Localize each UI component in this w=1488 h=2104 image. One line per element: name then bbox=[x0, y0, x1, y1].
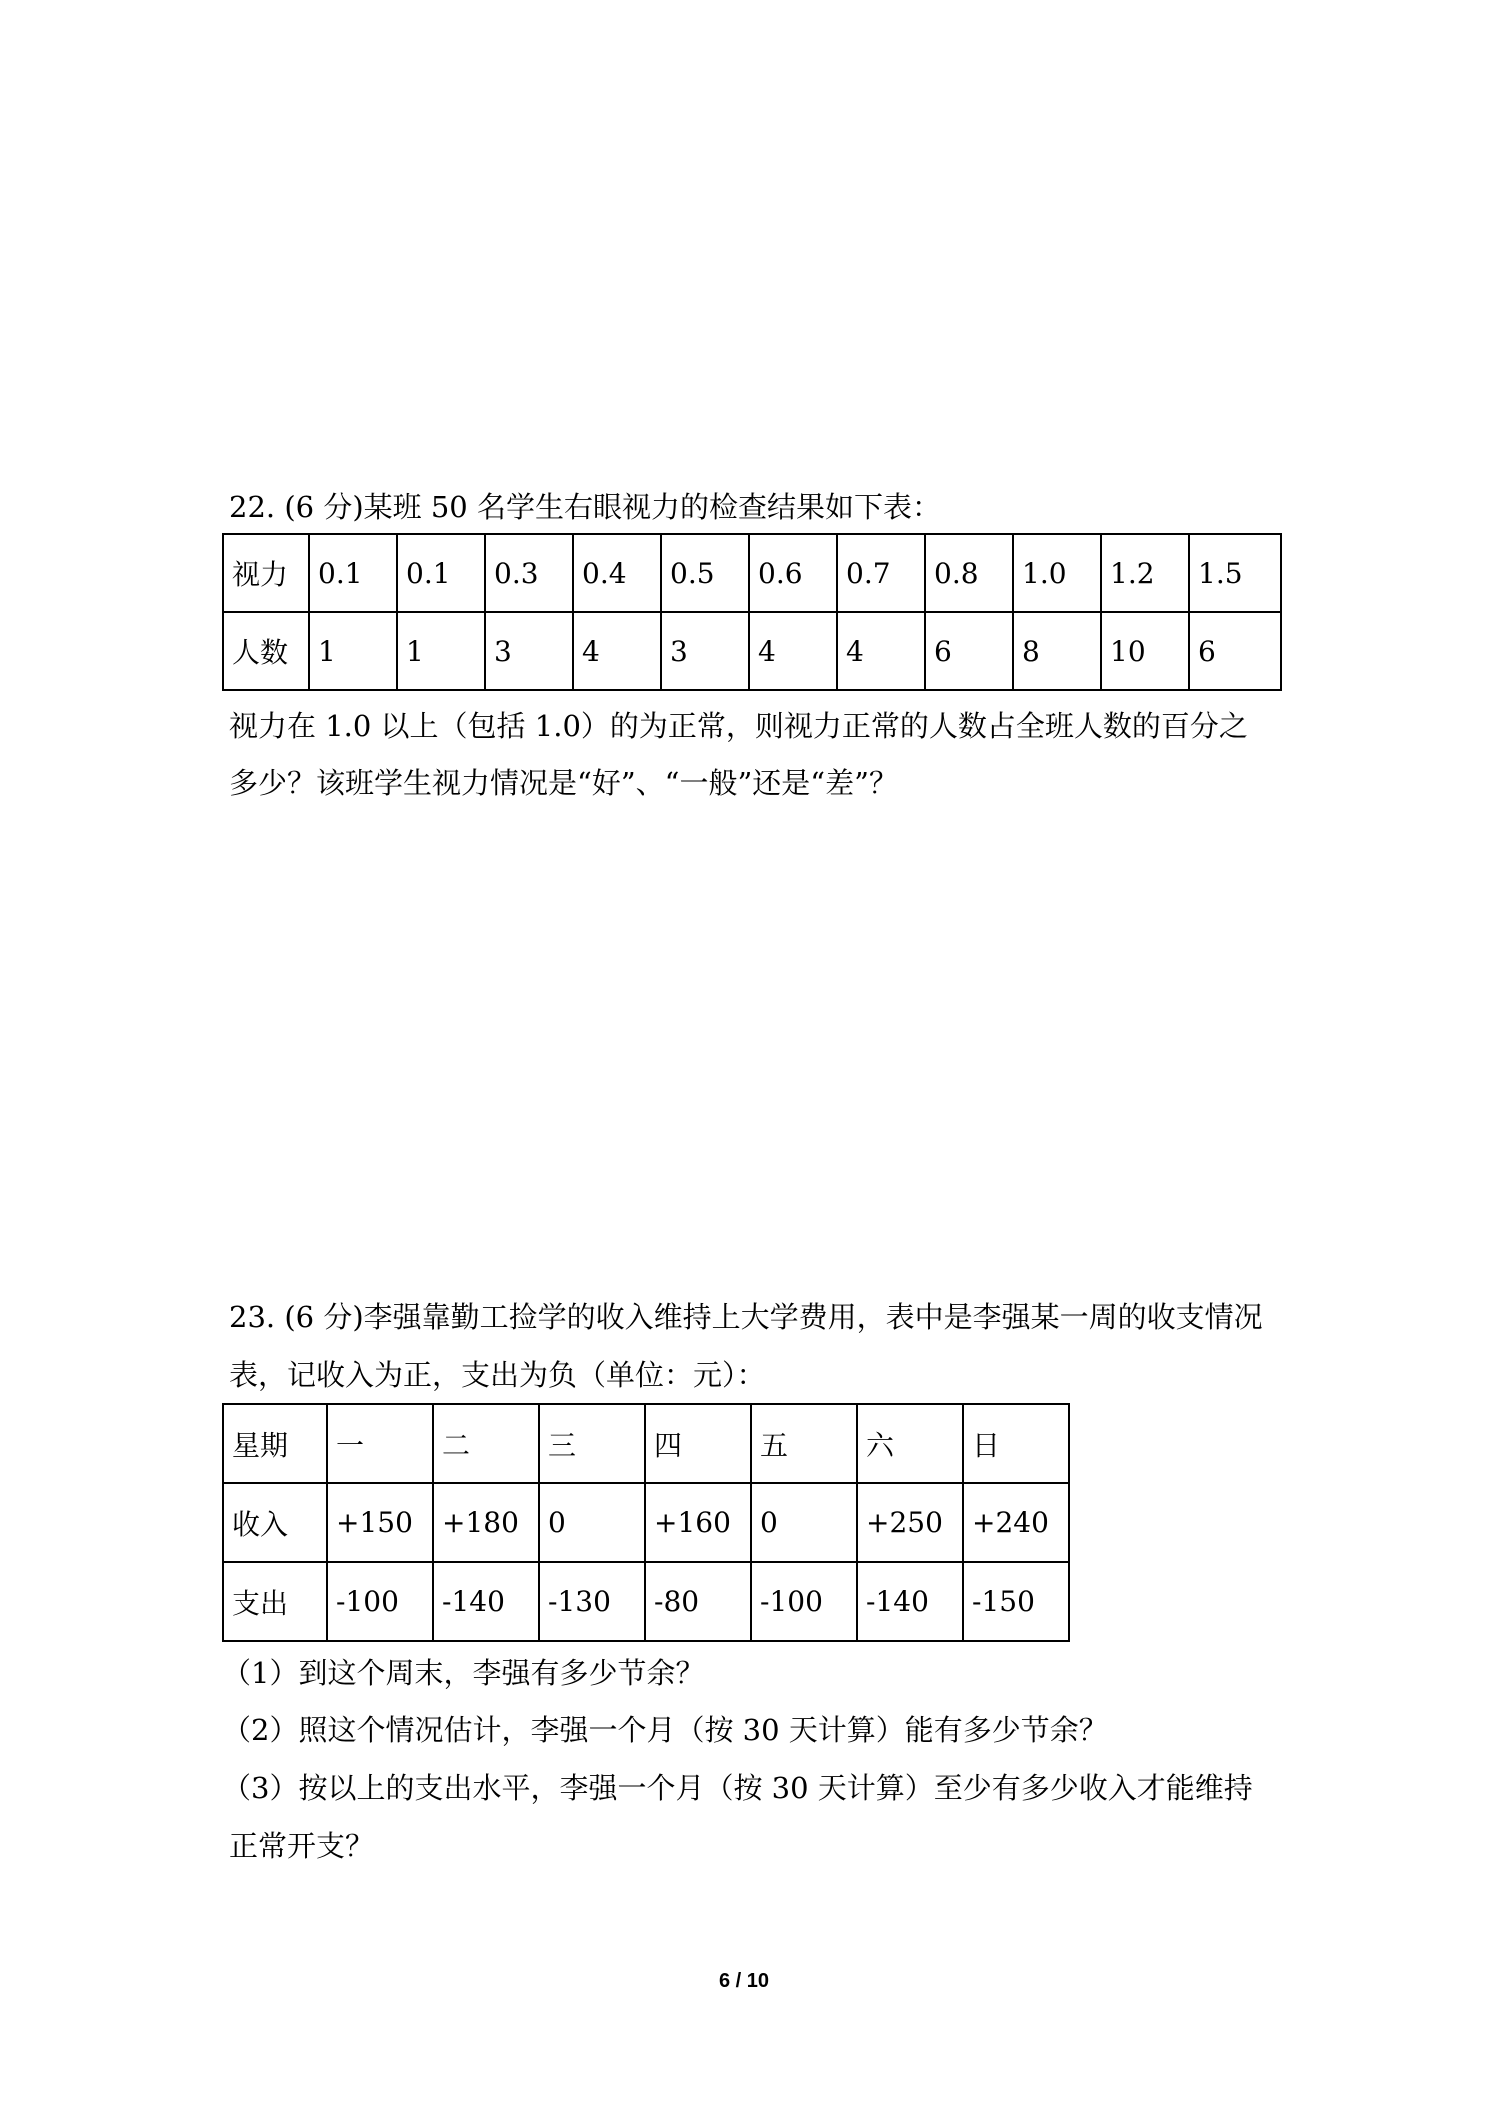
table-cell: 0.3 bbox=[485, 534, 573, 612]
table-cell: 0 bbox=[751, 1483, 857, 1562]
table-cell: 四 bbox=[645, 1404, 751, 1483]
table-cell: 一 bbox=[327, 1404, 433, 1483]
table-cell: 1.0 bbox=[1013, 534, 1101, 612]
q23-title-line1: 23. (6 分)李强靠勤工捡学的收入维持上大学费用，表中是李强某一周的收支情况 bbox=[229, 1300, 1263, 1334]
table-cell: 六 bbox=[857, 1404, 963, 1483]
table-cell: -80 bbox=[645, 1562, 751, 1641]
table-cell: +250 bbox=[857, 1483, 963, 1562]
row-header-cell: 人数 bbox=[223, 612, 309, 690]
q23-sub1: （1）到这个周末，李强有多少节余？ bbox=[222, 1656, 705, 1690]
row-header-cell: 星期 bbox=[223, 1404, 327, 1483]
vision-table bbox=[222, 533, 1282, 691]
q23-sub2: （2）照这个情况估计，李强一个月（按 30 天计算）能有多少节余？ bbox=[222, 1713, 1108, 1747]
table-cell: 三 bbox=[539, 1404, 645, 1483]
table-row bbox=[223, 1483, 1069, 1562]
row-header-cell: 视力 bbox=[223, 534, 309, 612]
income-expense-table bbox=[222, 1403, 1070, 1642]
table-cell: 4 bbox=[837, 612, 925, 690]
table-cell: 3 bbox=[485, 612, 573, 690]
table-cell: -100 bbox=[751, 1562, 857, 1641]
table-cell: +160 bbox=[645, 1483, 751, 1562]
table-cell: 3 bbox=[661, 612, 749, 690]
table-cell: 8 bbox=[1013, 612, 1101, 690]
table-cell: 6 bbox=[925, 612, 1013, 690]
q22-title: 22. (6 分)某班 50 名学生右眼视力的检查结果如下表： bbox=[229, 490, 941, 524]
row-header-cell: 收入 bbox=[223, 1483, 327, 1562]
table-cell: 4 bbox=[573, 612, 661, 690]
table-row bbox=[223, 1562, 1069, 1641]
table-cell: +150 bbox=[327, 1483, 433, 1562]
table-cell: 五 bbox=[751, 1404, 857, 1483]
table-cell: -140 bbox=[857, 1562, 963, 1641]
table-cell: -140 bbox=[433, 1562, 539, 1641]
table-cell: 0.6 bbox=[749, 534, 837, 612]
table-cell: 0 bbox=[539, 1483, 645, 1562]
table-cell: 1 bbox=[309, 612, 397, 690]
table-cell: 0.4 bbox=[573, 534, 661, 612]
table-cell: 0.1 bbox=[309, 534, 397, 612]
q23-title-line2: 表，记收入为正，支出为负（单位：元）： bbox=[229, 1358, 766, 1392]
table-cell: 0.7 bbox=[837, 534, 925, 612]
table-cell: 6 bbox=[1189, 612, 1281, 690]
q22-text-line2: 多少？该班学生视力情况是“好”、“一般”还是“差”？ bbox=[229, 766, 898, 800]
table-cell: +240 bbox=[963, 1483, 1069, 1562]
table-cell: 1 bbox=[397, 612, 485, 690]
table-cell: -150 bbox=[963, 1562, 1069, 1641]
table-cell: 0.8 bbox=[925, 534, 1013, 612]
page-number: 6 / 10 bbox=[718, 1970, 770, 1992]
table-cell: 10 bbox=[1101, 612, 1189, 690]
table-cell: 二 bbox=[433, 1404, 539, 1483]
table-cell: 日 bbox=[963, 1404, 1069, 1483]
table-cell: -130 bbox=[539, 1562, 645, 1641]
q22-text-line1: 视力在 1.0 以上（包括 1.0）的为正常，则视力正常的人数占全班人数的百分之 bbox=[229, 709, 1248, 743]
row-header-cell: 支出 bbox=[223, 1562, 327, 1641]
table-cell: 0.1 bbox=[397, 534, 485, 612]
table-row bbox=[223, 1404, 1069, 1483]
table-cell: -100 bbox=[327, 1562, 433, 1641]
q23-sub3-line1: （3）按以上的支出水平，李强一个月（按 30 天计算）至少有多少收入才能维持 bbox=[222, 1771, 1253, 1805]
table-row bbox=[223, 612, 1281, 690]
table-row bbox=[223, 534, 1281, 612]
table-cell: 1.5 bbox=[1189, 534, 1281, 612]
table-cell: 0.5 bbox=[661, 534, 749, 612]
q23-sub3-line2: 正常开支？ bbox=[229, 1829, 375, 1863]
table-cell: +180 bbox=[433, 1483, 539, 1562]
table-cell: 4 bbox=[749, 612, 837, 690]
table-cell: 1.2 bbox=[1101, 534, 1189, 612]
